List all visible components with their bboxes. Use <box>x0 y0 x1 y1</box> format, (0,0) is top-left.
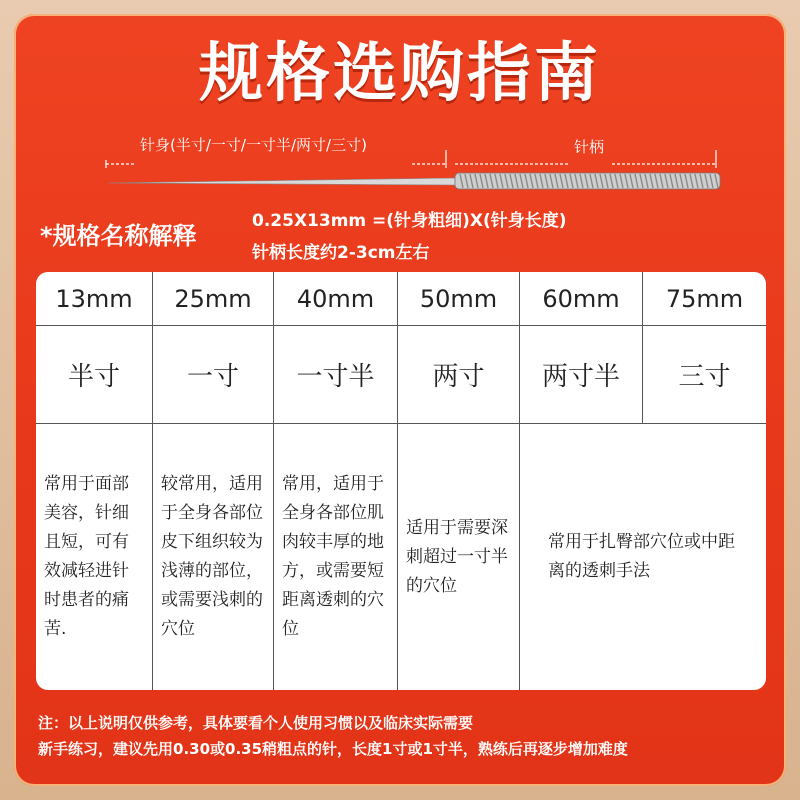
needle-handle-label: 针柄 <box>574 138 605 156</box>
size-cell-13mm: 13mm <box>36 272 153 326</box>
needle-body <box>108 178 455 185</box>
desc-cell-60-75mm: 常用于扎臀部穴位或中距离的透刺手法 <box>548 532 735 581</box>
name-cell-one-cun: 一寸 <box>153 326 274 424</box>
size-cell-40mm: 40mm <box>274 272 398 326</box>
needle-illustration <box>0 0 800 200</box>
desc-cell-25mm: 较常用，适用于全身各部位皮下组织较为浅薄的部位，或需要浅刺的穴位 <box>153 424 274 690</box>
desc-cell-50mm: 适用于需要深刺超过一寸半的穴位 <box>398 424 520 690</box>
name-cell-two-half-cun: 两寸半 <box>520 326 643 424</box>
name-cell-half-cun: 半寸 <box>36 326 153 424</box>
name-cell-three-cun: 三寸 <box>643 326 766 424</box>
desc-cell-13mm: 常用于面部美容，针细且短，可有效减轻进针时患者的痛苦. <box>36 424 153 690</box>
size-cell-25mm: 25mm <box>153 272 274 326</box>
name-cell-one-half-cun: 一寸半 <box>274 326 398 424</box>
spec-heading: *规格名称解释 <box>40 222 197 250</box>
note-line-1: 注：以上说明仅供参考，具体要看个人使用习惯以及临床实际需要 <box>38 714 474 732</box>
spec-handle-length: 针柄长度约2-3cm左右 <box>252 243 430 263</box>
size-cell-75mm: 75mm <box>643 272 766 326</box>
needle-body-label: 针身(半寸/一寸/一寸半/两寸/三寸) <box>140 136 367 154</box>
size-cell-60mm: 60mm <box>520 272 643 326</box>
page-title: 规格选购指南 <box>199 37 601 111</box>
spec-table <box>36 272 766 690</box>
size-cell-50mm: 50mm <box>398 272 520 326</box>
note-line-2: 新手练习，建议先用0.30或0.35稍粗点的针，长度1寸或1寸半，熟练后再逐步增加难度 <box>38 740 628 758</box>
spec-formula: 0.25X13mm =(针身粗细)X(针身长度) <box>252 211 567 231</box>
name-cell-two-cun: 两寸 <box>398 326 520 424</box>
desc-cell-40mm: 常用，适用于全身各部位肌肉较丰厚的地方，或需要短距离透刺的穴位 <box>274 424 398 690</box>
